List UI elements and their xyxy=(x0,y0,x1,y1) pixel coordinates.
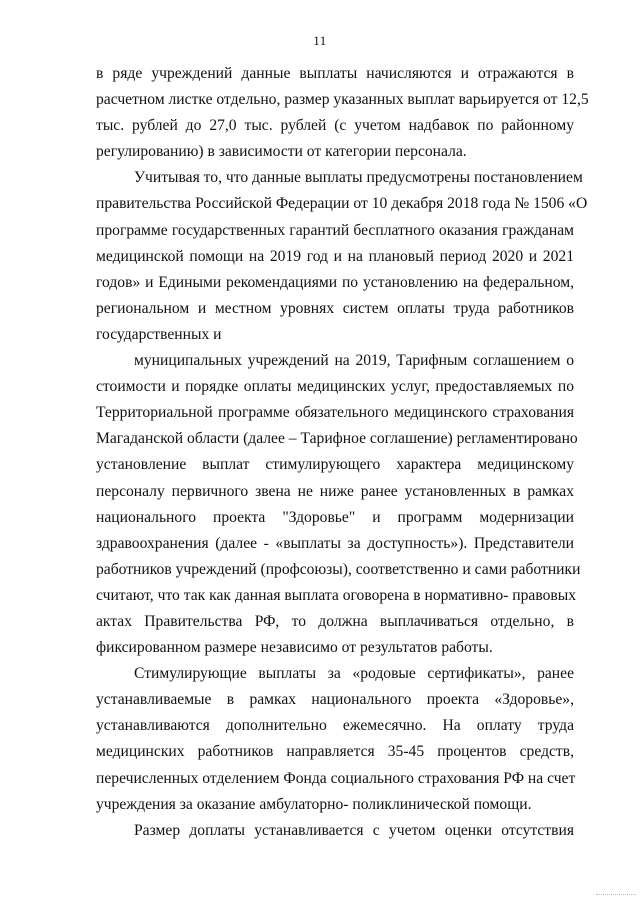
text-line: установление выплат стимулирующего характера медицинскому xyxy=(96,456,574,474)
paragraph-4 xyxy=(96,661,574,818)
text-line: в ряде учреждений данные выплаты начисляются и отражаются в xyxy=(96,65,574,82)
page-number: 11 xyxy=(313,33,327,48)
text-line: устанавливаются дополнительно ежемесячно. На оплату труда xyxy=(96,717,574,735)
text-line: национального проекта "Здоровье" и программ модернизации xyxy=(96,508,574,526)
text-line: работников учреждений (профсоюзы), соответственно и сами работники xyxy=(96,560,581,578)
text-line: регулированию) в зависимости от категории персонала. xyxy=(96,143,467,161)
text-line: фиксированном размере независимо от результатов работы. xyxy=(96,639,493,657)
text-line: учреждения за оказание амбулаторно- поликлинической помощи. xyxy=(96,795,532,813)
text-line: Размер доплаты устанавливается с учетом оценки отсутствия xyxy=(134,821,574,839)
text-line: государственных и xyxy=(96,325,222,343)
paragraph-3 xyxy=(96,348,581,661)
text-line: персоналу первичного звена не ниже ранее установленных в рамках xyxy=(96,482,574,500)
text-line: расчетном листке отдельно, размер указанных выплат варьируется от 12,5 xyxy=(96,91,589,109)
paragraph-2 xyxy=(96,165,588,348)
text-line: программе государственных гарантий бесплатного оказания гражданам xyxy=(96,221,574,239)
text-line: считают, что так как данная выплата оговорена в нормативно- правовых xyxy=(96,586,577,604)
text-line: годов» и Едиными рекомендациями по установлению на федеральном, xyxy=(96,273,574,291)
text-line: Территориальной программе обязательного медицинского страхования xyxy=(96,404,574,422)
text-line: медицинских работников направляется 35-45 процентов средств, xyxy=(96,743,574,761)
text-line: правительства Российской Федерации от 10 декабря 2018 года № 1506 «О xyxy=(96,195,588,213)
text-line: медицинской помощи на 2019 год и на плановый период 2020 и 2021 xyxy=(96,247,574,265)
text-line: устанавливаемые в рамках национального проекта «Здоровье», xyxy=(96,691,574,709)
text-line: тыс. рублей до 27,0 тыс. рублей (с учетом надбавок по районному xyxy=(96,117,574,135)
paragraph-1 xyxy=(96,61,589,165)
scan-edge-mark xyxy=(596,894,636,901)
text-line: стоимости и порядке оплаты медицинских услуг, предоставляемых по xyxy=(96,378,574,396)
text-line: перечисленных отделением Фонда социального страхования РФ на счет xyxy=(96,769,576,787)
paragraph-5 xyxy=(96,818,574,844)
text-line: муниципальных учреждений на 2019, Тарифным соглашением о xyxy=(134,352,574,370)
text-line: актах Правительства РФ, то должна выплачиваться отдельно, в xyxy=(96,612,574,630)
text-line: Учитывая то, что данные выплаты предусмотрены постановлением xyxy=(134,169,583,187)
text-line: Магаданской области (далее – Тарифное соглашение) регламентировано xyxy=(96,430,578,448)
document-body xyxy=(96,61,589,844)
text-line: Стимулирующие выплаты за «родовые сертификаты», ранее xyxy=(134,665,574,683)
text-line: здравоохранения (далее - «выплаты за доступность»). Представители xyxy=(96,534,574,552)
text-line: региональном и местном уровнях систем оплаты труда работников xyxy=(96,299,574,317)
